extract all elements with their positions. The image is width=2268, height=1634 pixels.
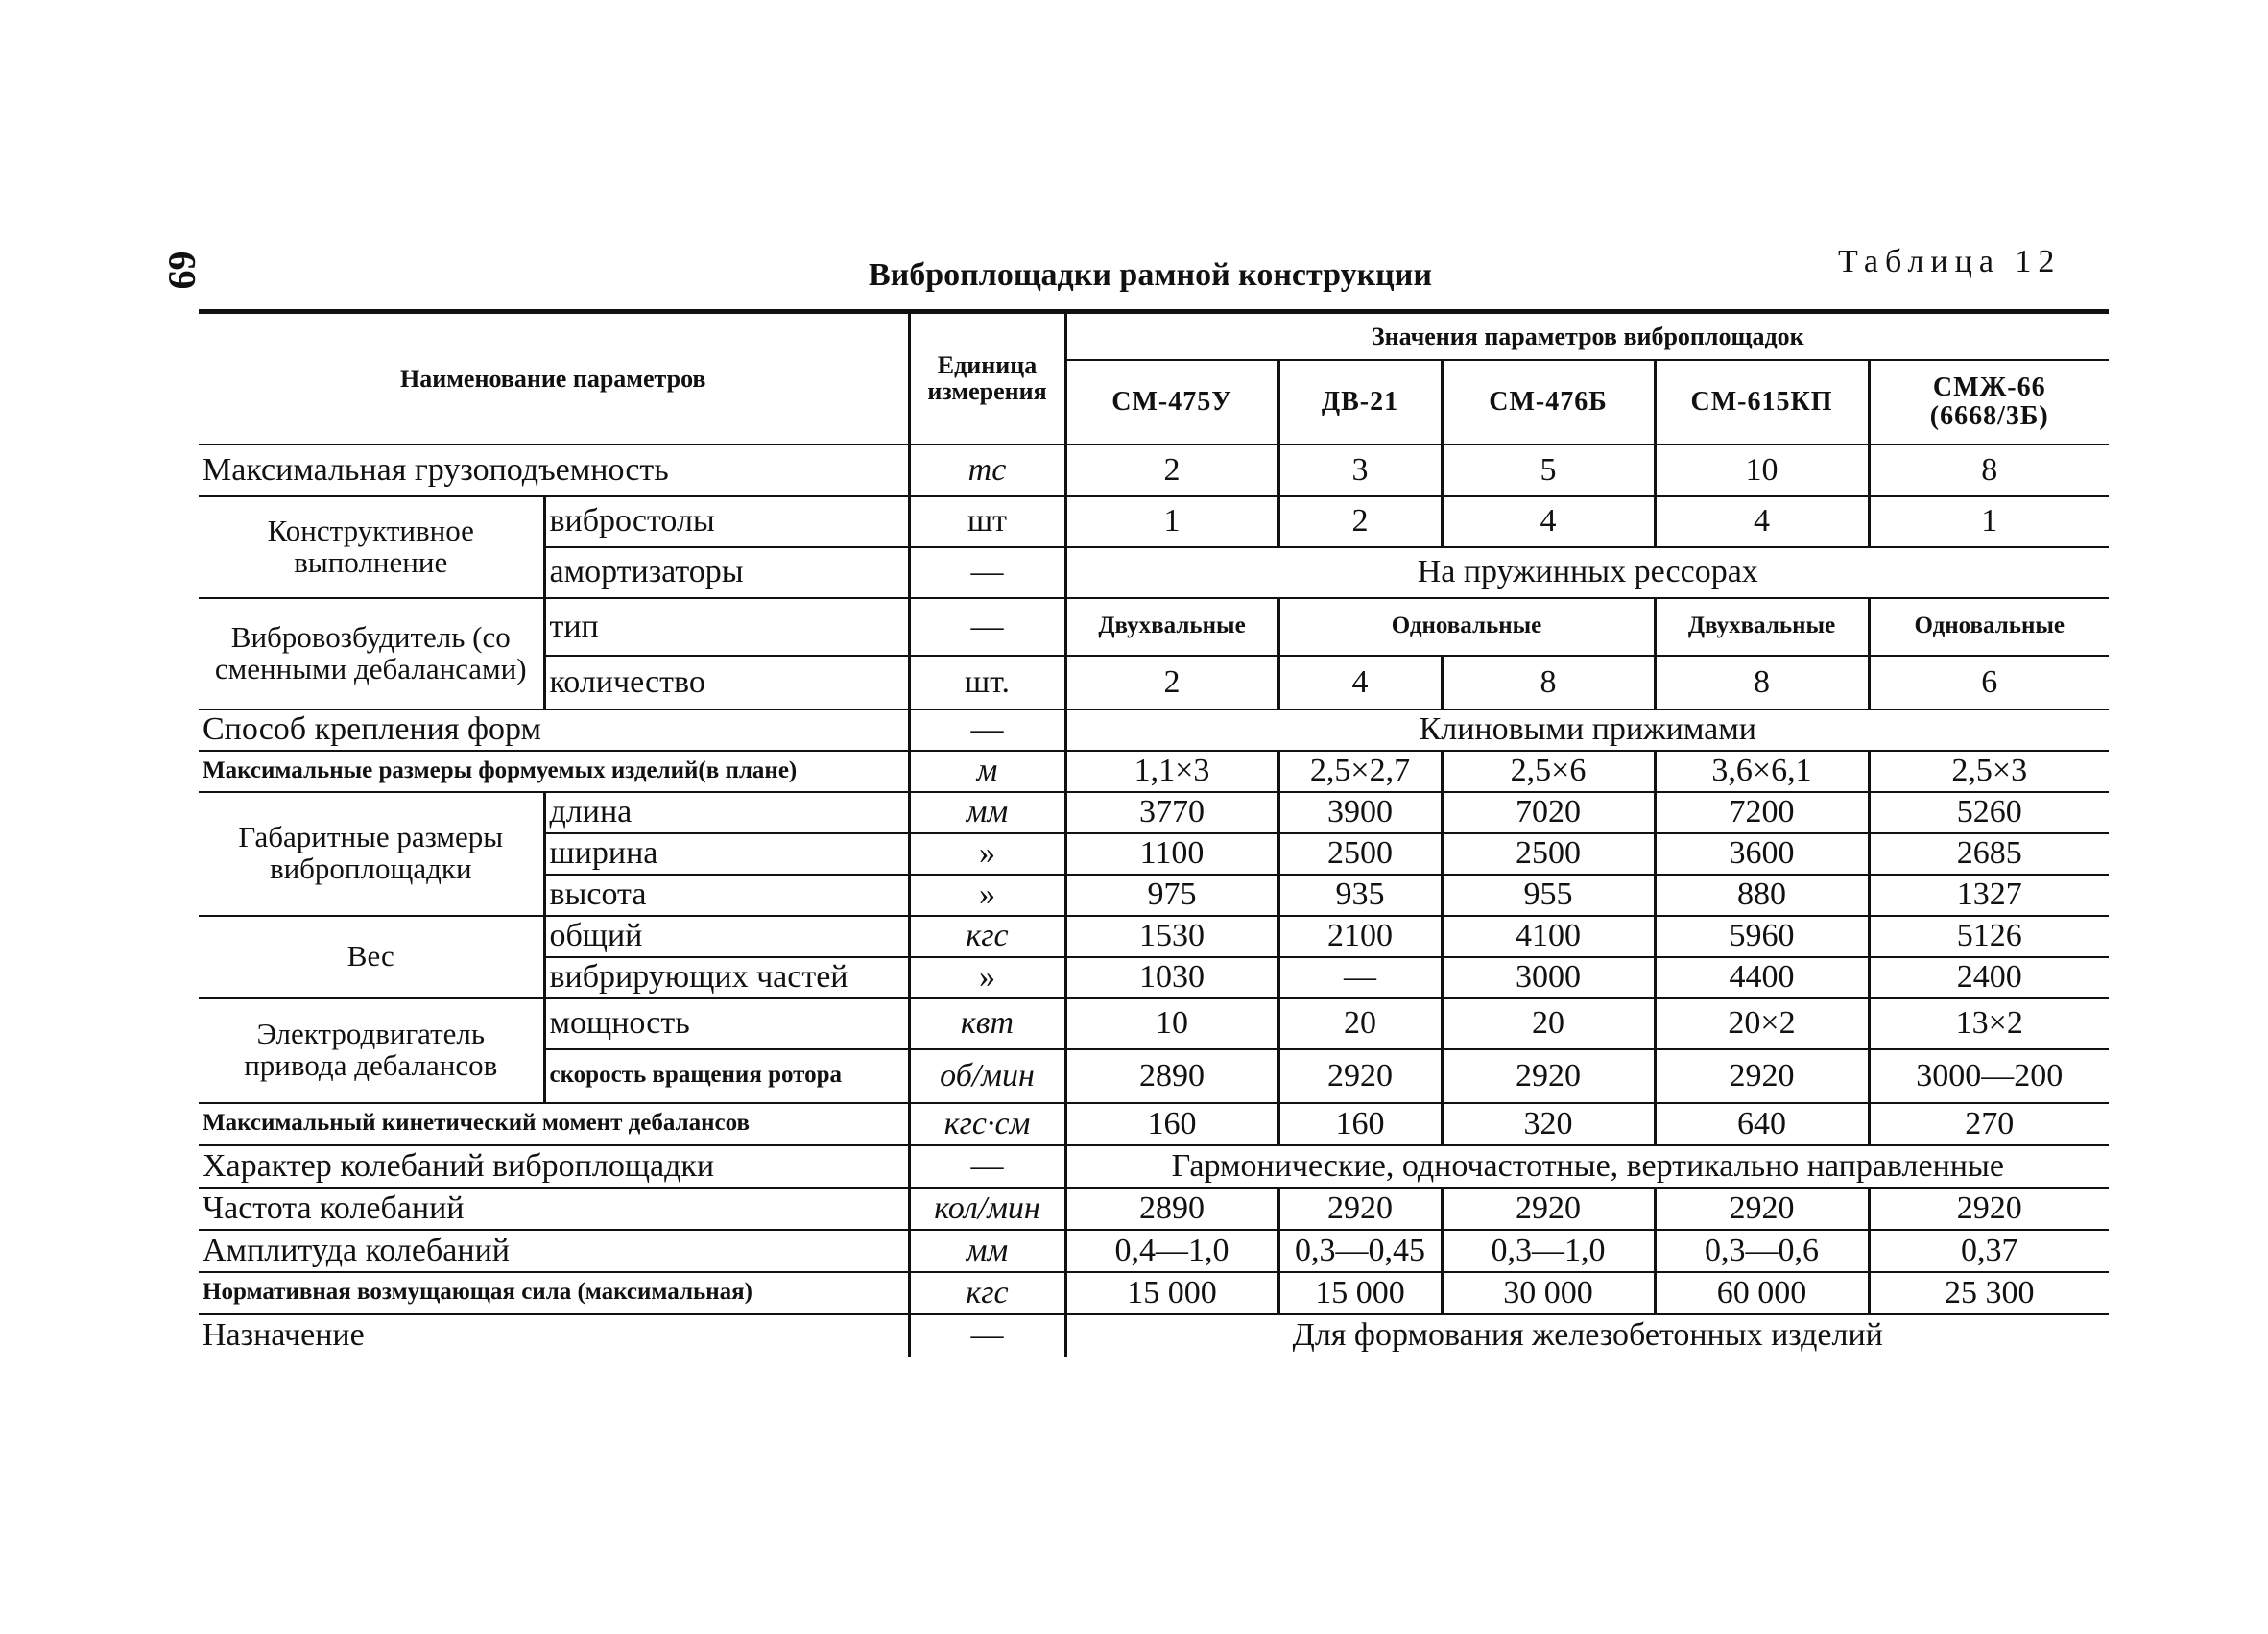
group-label: Электродвигатель привода дебалансов xyxy=(199,998,544,1103)
row-label: Нормативная возмущающая сила (максимальная) xyxy=(199,1272,909,1314)
model-header: СМ-476Б xyxy=(1442,360,1655,445)
cell-value: Двухвальные xyxy=(1655,598,1869,656)
cell-value: 2500 xyxy=(1278,833,1442,875)
row-label: высота xyxy=(544,875,909,916)
cell-value: 20 xyxy=(1442,998,1655,1049)
cell-value: 5126 xyxy=(1869,916,2109,957)
row-unit: — xyxy=(909,547,1065,598)
cell-value: 2920 xyxy=(1442,1049,1655,1103)
merged-value: Для формования железобетонных изделий xyxy=(1065,1314,2109,1357)
cell-value: 4 xyxy=(1278,656,1442,709)
merged-value: Гармонические, одночастотные, вертикально направленные xyxy=(1065,1145,2109,1188)
parameters-table xyxy=(199,309,2109,1357)
row-label: Максимальная грузоподъемность xyxy=(199,445,909,496)
row-label: Частота колебаний xyxy=(199,1188,909,1230)
table-row xyxy=(199,1188,2109,1230)
row-label: Характер колебаний виброплощадки xyxy=(199,1145,909,1188)
row-unit: — xyxy=(909,598,1065,656)
cell-value: 0,4—1,0 xyxy=(1065,1230,1278,1272)
cell-value: 3600 xyxy=(1655,833,1869,875)
row-unit: » xyxy=(909,833,1065,875)
cell-value: 2890 xyxy=(1065,1049,1278,1103)
table-row xyxy=(199,1145,2109,1188)
row-unit: шт. xyxy=(909,656,1065,709)
cell-value: 3 xyxy=(1278,445,1442,496)
cell-value: 1 xyxy=(1065,496,1278,547)
page-number: 69 xyxy=(160,251,204,290)
cell-value: 8 xyxy=(1655,656,1869,709)
cell-value: 5260 xyxy=(1869,792,2109,833)
cell-value: 20×2 xyxy=(1655,998,1869,1049)
cell-value: 2400 xyxy=(1869,957,2109,998)
cell-value: 2920 xyxy=(1655,1049,1869,1103)
cell-value: 2890 xyxy=(1065,1188,1278,1230)
group-label: Конструктивное выполнение xyxy=(199,496,544,598)
cell-value: 15 000 xyxy=(1065,1272,1278,1314)
group-label: Вибровозбудитель (со сменными дебалансами) xyxy=(199,598,544,709)
cell-value: 270 xyxy=(1869,1103,2109,1145)
cell-value: 60 000 xyxy=(1655,1272,1869,1314)
row-label: Максимальные размеры формуемых изделий(в плане) xyxy=(199,751,909,792)
header-values-group: Значения параметров виброплощадок xyxy=(1065,312,2109,360)
row-unit: об/мин xyxy=(909,1049,1065,1103)
cell-value: 5960 xyxy=(1655,916,1869,957)
row-unit: квт xyxy=(909,998,1065,1049)
table-row xyxy=(199,598,2109,656)
row-unit: кгс xyxy=(909,1272,1065,1314)
row-unit: — xyxy=(909,1314,1065,1357)
cell-value: 7020 xyxy=(1442,792,1655,833)
row-label: количество xyxy=(544,656,909,709)
row-label: общий xyxy=(544,916,909,957)
cell-value: 4 xyxy=(1442,496,1655,547)
cell-value: 1100 xyxy=(1065,833,1278,875)
cell-value: 4400 xyxy=(1655,957,1869,998)
cell-value: 25 300 xyxy=(1869,1272,2109,1314)
table-row xyxy=(199,1103,2109,1145)
table-row xyxy=(199,1230,2109,1272)
row-unit: мм xyxy=(909,1230,1065,1272)
table-row xyxy=(199,916,2109,957)
cell-value: 2920 xyxy=(1869,1188,2109,1230)
model-header: ДВ-21 xyxy=(1278,360,1442,445)
cell-value: 0,3—1,0 xyxy=(1442,1230,1655,1272)
cell-value: Двухвальные xyxy=(1065,598,1278,656)
table-row xyxy=(199,709,2109,751)
cell-value: 3,6×6,1 xyxy=(1655,751,1869,792)
cell-value: 7200 xyxy=(1655,792,1869,833)
cell-value: 955 xyxy=(1442,875,1655,916)
table-row xyxy=(199,792,2109,833)
cell-value: 1327 xyxy=(1869,875,2109,916)
row-unit: — xyxy=(909,1145,1065,1188)
merged-value: Клиновыми прижимами xyxy=(1065,709,2109,751)
row-label: Максимальный кинетический момент дебалансов xyxy=(199,1103,909,1145)
row-label: Назначение xyxy=(199,1314,909,1357)
cell-value: 30 000 xyxy=(1442,1272,1655,1314)
row-label: вибростолы xyxy=(544,496,909,547)
row-label: Способ крепления форм xyxy=(199,709,909,751)
row-label: тип xyxy=(544,598,909,656)
cell-value: 1030 xyxy=(1065,957,1278,998)
cell-value: 2 xyxy=(1278,496,1442,547)
row-unit: » xyxy=(909,957,1065,998)
cell-value: 2 xyxy=(1065,445,1278,496)
cell-value: 3000—200 xyxy=(1869,1049,2109,1103)
cell-value: 2920 xyxy=(1655,1188,1869,1230)
cell-value: 0,37 xyxy=(1869,1230,2109,1272)
table-row xyxy=(199,445,2109,496)
model-header: СМ-475У xyxy=(1065,360,1278,445)
model-header: СМ-615КП xyxy=(1655,360,1869,445)
table-row xyxy=(199,751,2109,792)
cell-value: 2920 xyxy=(1278,1049,1442,1103)
cell-value: 10 xyxy=(1065,998,1278,1049)
cell-value: 160 xyxy=(1278,1103,1442,1145)
row-unit: мм xyxy=(909,792,1065,833)
cell-value: 2100 xyxy=(1278,916,1442,957)
cell-value: 2,5×3 xyxy=(1869,751,2109,792)
row-unit: » xyxy=(909,875,1065,916)
cell-value: 15 000 xyxy=(1278,1272,1442,1314)
cell-value: 0,3—0,45 xyxy=(1278,1230,1442,1272)
row-unit: тс xyxy=(909,445,1065,496)
model-header: СМЖ-66 (6668/3Б) xyxy=(1869,360,2109,445)
cell-value: 1530 xyxy=(1065,916,1278,957)
cell-value: 2920 xyxy=(1442,1188,1655,1230)
header-param-col: Наименование параметров xyxy=(199,312,909,445)
cell-value: 5 xyxy=(1442,445,1655,496)
cell-value: 4100 xyxy=(1442,916,1655,957)
cell-value: — xyxy=(1278,957,1442,998)
cell-value: 2920 xyxy=(1278,1188,1442,1230)
cell-value: 4 xyxy=(1655,496,1869,547)
cell-value: 640 xyxy=(1655,1103,1869,1145)
table-row xyxy=(199,496,2109,547)
cell-value: 2 xyxy=(1065,656,1278,709)
row-unit: шт xyxy=(909,496,1065,547)
row-label: мощность xyxy=(544,998,909,1049)
cell-value: Одновальные xyxy=(1278,598,1655,656)
table-row xyxy=(199,998,2109,1049)
row-unit: — xyxy=(909,709,1065,751)
row-unit: кгс xyxy=(909,916,1065,957)
cell-value: 8 xyxy=(1442,656,1655,709)
cell-value: 6 xyxy=(1869,656,2109,709)
cell-value: 2500 xyxy=(1442,833,1655,875)
cell-value: 13×2 xyxy=(1869,998,2109,1049)
row-label: ширина xyxy=(544,833,909,875)
header-unit-col: Единица измерения xyxy=(909,312,1065,445)
row-label: длина xyxy=(544,792,909,833)
cell-value: 2,5×6 xyxy=(1442,751,1655,792)
cell-value: 880 xyxy=(1655,875,1869,916)
cell-value: 3000 xyxy=(1442,957,1655,998)
row-label: скорость вращения ротора xyxy=(544,1049,909,1103)
table-row xyxy=(199,1272,2109,1314)
cell-value: 975 xyxy=(1065,875,1278,916)
cell-value: 320 xyxy=(1442,1103,1655,1145)
cell-value: 160 xyxy=(1065,1103,1278,1145)
row-label: Амплитуда колебаний xyxy=(199,1230,909,1272)
cell-value: 1,1×3 xyxy=(1065,751,1278,792)
row-label: вибрирующих частей xyxy=(544,957,909,998)
group-label: Вес xyxy=(199,916,544,998)
cell-value: 10 xyxy=(1655,445,1869,496)
cell-value: 2685 xyxy=(1869,833,2109,875)
merged-value: На пружинных рессорах xyxy=(1065,547,2109,598)
cell-value: 20 xyxy=(1278,998,1442,1049)
table-label: Таблица 12 xyxy=(1838,244,2062,279)
cell-value: 3900 xyxy=(1278,792,1442,833)
row-label: амортизаторы xyxy=(544,547,909,598)
cell-value: 935 xyxy=(1278,875,1442,916)
row-unit: м xyxy=(909,751,1065,792)
table-row xyxy=(199,1314,2109,1357)
cell-value: 0,3—0,6 xyxy=(1655,1230,1869,1272)
cell-value: 3770 xyxy=(1065,792,1278,833)
cell-value: 1 xyxy=(1869,496,2109,547)
group-label: Габаритные размеры виброплощадки xyxy=(199,792,544,916)
row-unit: кгс·см xyxy=(909,1103,1065,1145)
row-unit: кол/мин xyxy=(909,1188,1065,1230)
cell-value: Одновальные xyxy=(1869,598,2109,656)
cell-value: 2,5×2,7 xyxy=(1278,751,1442,792)
cell-value: 8 xyxy=(1869,445,2109,496)
table-title: Виброплощадки рамной конструкции xyxy=(869,257,1432,293)
